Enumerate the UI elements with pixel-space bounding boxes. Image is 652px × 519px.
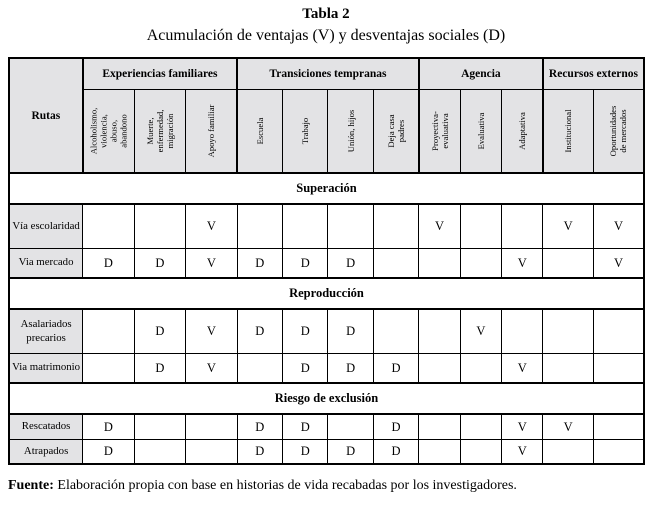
table-row xyxy=(9,204,644,248)
col-header-adaptativa xyxy=(502,90,543,174)
col-header-muerte-enfermedad xyxy=(134,90,185,174)
table-cell: D xyxy=(283,353,328,383)
table-cell xyxy=(134,204,185,248)
table-cell: D xyxy=(134,248,185,278)
table-cell xyxy=(543,309,593,353)
table-cell xyxy=(502,204,543,248)
table-cell: V xyxy=(543,204,593,248)
table-cell: D xyxy=(283,248,328,278)
table-cell xyxy=(502,309,543,353)
table-cell xyxy=(237,353,282,383)
row-label-via-matrimonio: Via matrimonio xyxy=(9,353,83,383)
table-cell xyxy=(419,414,460,439)
group-agencia: Agencia xyxy=(419,58,543,90)
rotated-label: Evaluativa xyxy=(475,112,486,150)
col-header-proyectiva-evaluativa xyxy=(419,90,460,174)
table-cell xyxy=(593,353,644,383)
table-cell: D xyxy=(237,439,282,464)
rotated-label: Oportunidades de mercados xyxy=(608,106,629,157)
table-cell xyxy=(83,309,134,353)
table-cell: V xyxy=(502,248,543,278)
table-cell: V xyxy=(502,353,543,383)
source-note xyxy=(8,478,644,494)
table-cell: D xyxy=(373,439,418,464)
group-experiencias-familiares: Experiencias familiares xyxy=(83,58,237,90)
table-cell xyxy=(419,439,460,464)
row-label-atrapados: Atrapados xyxy=(9,439,83,464)
table-cell xyxy=(283,204,328,248)
table-cell xyxy=(373,248,418,278)
section-label: Superación xyxy=(9,173,644,204)
row-label-asalariados-precarios: Asalariados precarios xyxy=(9,309,83,353)
rotated-label: Apoyo familiar xyxy=(206,104,217,158)
table-cell xyxy=(83,204,134,248)
table-cell xyxy=(593,414,644,439)
col-header-escuela xyxy=(237,90,282,174)
table-cell: V xyxy=(186,248,237,278)
table-cell xyxy=(186,414,237,439)
section-superacion xyxy=(9,173,644,204)
table-cell xyxy=(543,353,593,383)
table-cell xyxy=(593,309,644,353)
col-header-institucional xyxy=(543,90,593,174)
table-cell: D xyxy=(83,248,134,278)
table-row xyxy=(9,439,644,464)
table-cell xyxy=(460,439,501,464)
table-cell: D xyxy=(373,414,418,439)
table-cell: D xyxy=(283,414,328,439)
table-cell xyxy=(419,309,460,353)
rotated-label: Trabajo xyxy=(300,118,311,145)
col-header-deja-casa-padres xyxy=(373,90,418,174)
table-cell: V xyxy=(593,204,644,248)
table-cell: D xyxy=(328,248,373,278)
table-cell xyxy=(373,309,418,353)
table-cell xyxy=(419,248,460,278)
col-header-alcoholismo xyxy=(83,90,134,174)
rotated-label: Institucional xyxy=(563,109,574,153)
table-cell: D xyxy=(134,353,185,383)
col-header-oportunidades-mercados xyxy=(593,90,644,174)
table-cell: V xyxy=(186,353,237,383)
rotated-label: Escuela xyxy=(254,117,265,145)
rotated-label: Proyectiva-evaluativa xyxy=(429,111,450,152)
table-cell xyxy=(186,439,237,464)
table-cell: V xyxy=(186,309,237,353)
col-header-union-hijos xyxy=(328,90,373,174)
row-label-via-mercado: Via mercado xyxy=(9,248,83,278)
group-transiciones-tempranas: Transiciones tempranas xyxy=(237,58,419,90)
table-cell: V xyxy=(593,248,644,278)
table-cell xyxy=(543,248,593,278)
col-header-trabajo xyxy=(283,90,328,174)
table-cell xyxy=(593,439,644,464)
table-cell: D xyxy=(83,439,134,464)
row-label-rescatados: Rescatados xyxy=(9,414,83,439)
table-cell xyxy=(83,353,134,383)
column-header-row xyxy=(9,90,644,174)
table-cell xyxy=(328,204,373,248)
table-subtitle: Acumulación de ventajas (V) y desventajas sociales (D) xyxy=(146,26,506,44)
section-riesgo-exclusion xyxy=(9,383,644,414)
table-cell xyxy=(460,248,501,278)
accumulation-table xyxy=(8,57,645,465)
table-cell xyxy=(373,204,418,248)
section-label: Reproducción xyxy=(9,278,644,309)
table-cell: D xyxy=(328,309,373,353)
table-row xyxy=(9,248,644,278)
table-cell xyxy=(419,353,460,383)
table-cell: D xyxy=(328,439,373,464)
title-block xyxy=(0,5,652,46)
table-cell: D xyxy=(237,414,282,439)
table-cell: D xyxy=(134,309,185,353)
table-cell: D xyxy=(328,353,373,383)
table-cell: V xyxy=(502,439,543,464)
rotated-label: Alcoholismo, violencia, abuso, abandono xyxy=(88,108,129,155)
group-header-row xyxy=(9,58,644,90)
table-cell: D xyxy=(237,248,282,278)
row-label-via-escolaridad: Vía escolaridad xyxy=(9,204,83,248)
rotated-label: Deja casa padres xyxy=(385,114,406,148)
table-number-title: Tabla 2 xyxy=(302,6,350,22)
table-cell xyxy=(460,414,501,439)
table-cell: V xyxy=(543,414,593,439)
table-cell: D xyxy=(283,309,328,353)
table-cell xyxy=(237,204,282,248)
corner-header-rutas: Rutas xyxy=(9,58,83,173)
table-row xyxy=(9,353,644,383)
col-header-apoyo-familiar xyxy=(186,90,237,174)
group-recursos-externos: Recursos externos xyxy=(543,58,644,90)
table-cell: D xyxy=(83,414,134,439)
table-cell: V xyxy=(460,309,501,353)
table-cell xyxy=(328,414,373,439)
table-cell xyxy=(460,204,501,248)
table-cell: V xyxy=(186,204,237,248)
section-reproduccion xyxy=(9,278,644,309)
table-cell: V xyxy=(502,414,543,439)
table-row xyxy=(9,414,644,439)
col-header-evaluativa xyxy=(460,90,501,174)
table-cell xyxy=(134,414,185,439)
table-cell: D xyxy=(283,439,328,464)
table-cell: V xyxy=(419,204,460,248)
rotated-label: Adaptativa xyxy=(516,112,527,151)
table-cell: D xyxy=(373,353,418,383)
table-cell xyxy=(134,439,185,464)
section-label: Riesgo de exclusión xyxy=(9,383,644,414)
source-note-label: Fuente: xyxy=(8,478,54,494)
rotated-label: Unión, hijos xyxy=(345,110,356,153)
table-cell xyxy=(543,439,593,464)
source-note-text: Elaboración propia con base en historias de vida recabadas por los investigadores. xyxy=(53,478,517,494)
table-cell: D xyxy=(237,309,282,353)
table-row xyxy=(9,309,644,353)
rotated-label: Muerte, enfermedad, migración xyxy=(144,109,175,153)
table-cell xyxy=(460,353,501,383)
